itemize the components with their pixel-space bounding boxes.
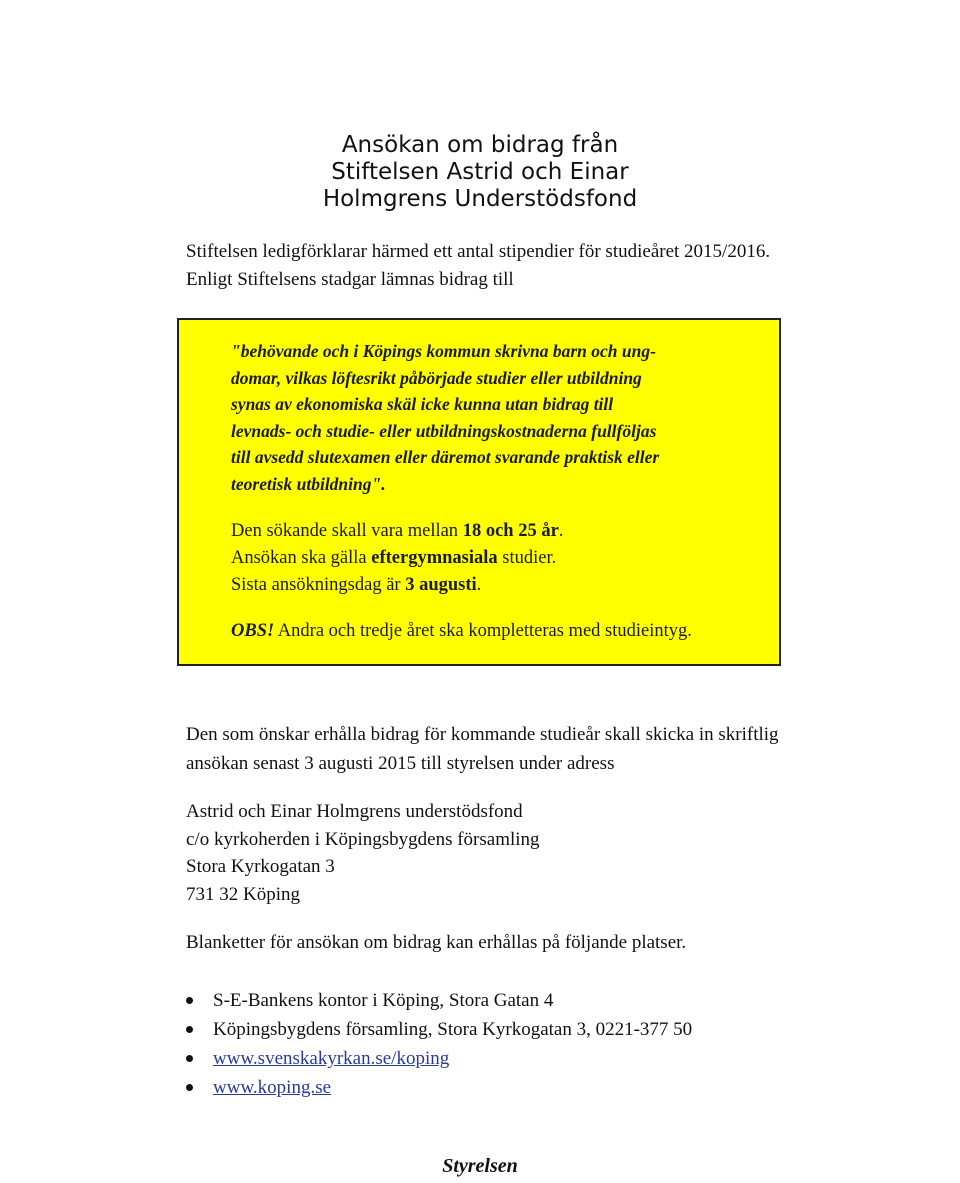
signature: Styrelsen — [442, 1155, 518, 1177]
title-line-1: Ansökan om bidrag från — [341, 132, 619, 158]
list-item — [186, 1073, 692, 1102]
document-title — [300, 132, 660, 213]
address-line-2: c/o kyrkoherden i Köpingsbygdens församling — [186, 828, 540, 850]
study-rule-suffix: studier. — [497, 548, 557, 568]
quote-line: domar, vilkas löftesrikt påbörjade studier eller utbildning — [231, 367, 642, 388]
address-line-1: Astrid och Einar Holmgrens understödsfond — [186, 801, 523, 822]
application-line-2: ansökan senast 3 augusti 2015 till styrelsen under adress — [186, 753, 615, 774]
obs-label: OBS! — [231, 621, 275, 641]
bullet-icon — [186, 997, 193, 1004]
bullet-icon — [186, 1055, 193, 1062]
place-bank: S-E-Bankens kontor i Köping, Stora Gatan 4 — [213, 990, 554, 1011]
title-line-3: Holmgrens Understödsfond — [322, 186, 638, 212]
obs-text: Andra och tredje året ska kompletteras med studieintyg. — [274, 621, 692, 641]
title-line-2: Stiftelsen Astrid och Einar — [331, 159, 629, 185]
intro-paragraph — [186, 238, 770, 294]
study-rule — [231, 545, 563, 572]
age-rule-suffix: . — [558, 521, 564, 541]
deadline-rule — [231, 572, 563, 599]
quote-line: till avsedd slutexamen eller däremot svarande praktisk eller — [231, 447, 660, 467]
intro-line-2: Enligt Stiftelsens stadgar lämnas bidrag till — [186, 269, 514, 290]
place-parish: Köpingsbygdens församling, Stora Kyrkogatan 3, 0221-377 50 — [213, 1019, 693, 1040]
notice-box — [177, 318, 781, 666]
link-koping[interactable]: www.koping.se — [213, 1077, 332, 1098]
address-line-4: 731 32 Köping — [186, 883, 300, 905]
list-item — [186, 1044, 692, 1073]
places-list — [186, 986, 692, 1102]
eligibility-rules — [231, 518, 563, 599]
quote-line: "behövande och i Köpings kommun skrivna barn och ung- — [231, 341, 656, 361]
bullet-icon — [186, 1084, 193, 1091]
list-item — [186, 986, 692, 1015]
list-item — [186, 1015, 692, 1044]
age-rule — [231, 518, 563, 545]
statute-quote — [231, 338, 659, 497]
quote-line: teoretisk utbildning". — [231, 473, 386, 494]
application-line-1: Den som önskar erhålla bidrag för kommande studieår skall skicka in skriftlig — [186, 724, 779, 745]
study-rule-value: eftergymnasiala — [371, 548, 498, 568]
bullet-icon — [186, 1026, 193, 1033]
age-rule-prefix: Den sökande skall vara mellan — [231, 521, 463, 541]
deadline-rule-value: 3 augusti — [405, 575, 477, 595]
age-rule-value: 18 och 25 år — [462, 521, 559, 541]
quote-line: levnads- och studie- eller utbildningskostnaderna fullföljas — [231, 420, 657, 441]
obs-note — [231, 618, 692, 645]
address-line-3: Stora Kyrkogatan 3 — [186, 856, 335, 877]
intro-line-1: Stiftelsen ledigförklarar härmed ett antal stipendier för studieåret 2015/2016. — [186, 241, 771, 262]
study-rule-prefix: Ansökan ska gälla — [231, 548, 372, 568]
quote-line: synas av ekonomiska skäl icke kunna utan bidrag till — [231, 394, 614, 414]
postal-address — [186, 798, 540, 908]
link-svenskakyrkan[interactable]: www.svenskakyrkan.se/koping — [213, 1048, 450, 1069]
deadline-rule-prefix: Sista ansökningsdag är — [231, 575, 406, 595]
application-paragraph — [186, 720, 779, 778]
forms-availability-text: Blanketter för ansökan om bidrag kan erhållas på följande platser. — [186, 932, 687, 953]
deadline-rule-suffix: . — [476, 575, 482, 595]
